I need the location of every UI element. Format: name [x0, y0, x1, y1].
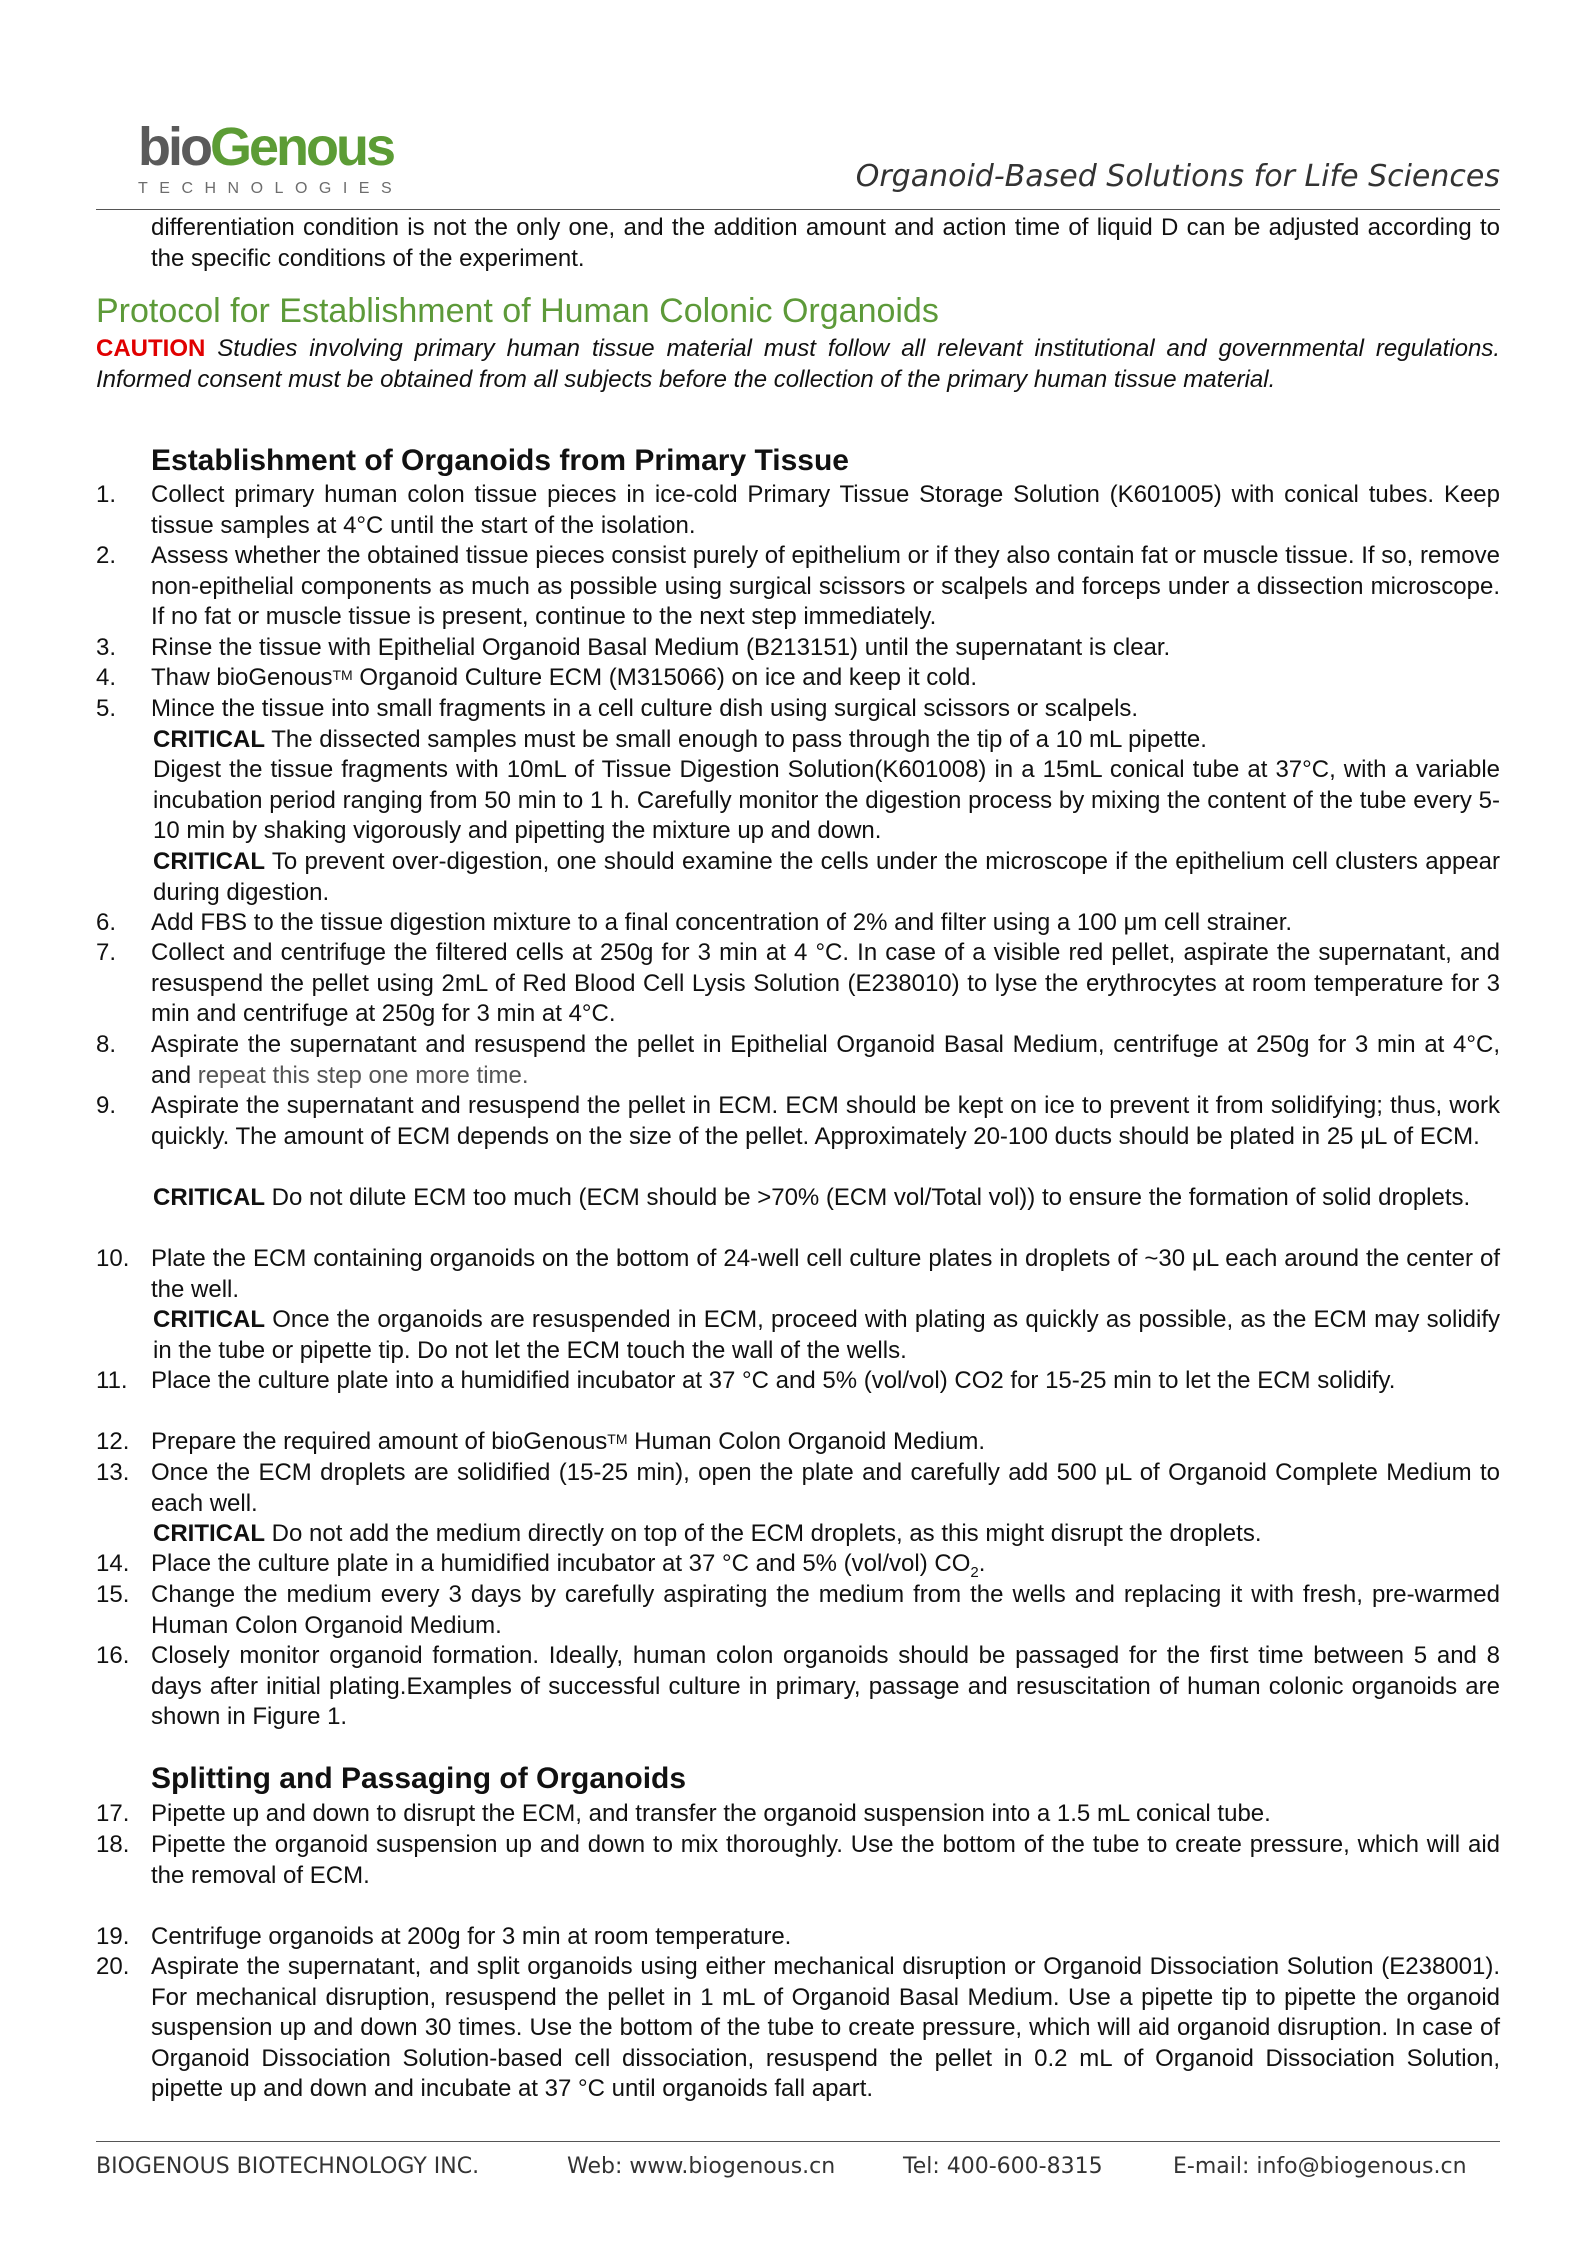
step-5: [96, 694, 1500, 725]
logo-genous-text: Genous: [209, 117, 394, 177]
step-text: Aspirate the supernatant and resuspend the pellet in ECM. ECM should be kept on ice to prevent it from solidifying; thus, work quickly. The amount of ECM depends on the size of the pellet. Approximately 20-100 ducts should be plated in 25 μL of ECM.: [151, 1092, 1500, 1150]
step-4: [96, 663, 1500, 694]
logo-bio-text: bio: [138, 117, 210, 177]
header-tagline: Organoid-Based Solutions for Life Sciences: [855, 159, 1500, 194]
step-number: 19.: [96, 1923, 130, 1950]
trademark-superscript: TM: [607, 1431, 628, 1447]
step-10: [96, 1244, 1500, 1305]
step-number: 16.: [96, 1642, 130, 1669]
step-2: [96, 541, 1500, 633]
step-number: 17.: [96, 1800, 130, 1827]
step-number: 9.: [96, 1092, 117, 1119]
step-number: 20.: [96, 1953, 130, 1980]
step-number: 10.: [96, 1245, 130, 1272]
step-text: Rinse the tissue with Epithelial Organoid Basal Medium (B213151) until the supernatant is clear.: [151, 634, 1171, 661]
subscript-2: 2: [970, 1563, 979, 1581]
footer-tel: Tel: 400-600-8315: [903, 2154, 1103, 2179]
step-number: 3.: [96, 634, 117, 661]
critical-note-9: CRITICAL Do not dilute ECM too much (ECM should be >70% (ECM vol/Total vol)) to ensure the formation of solid droplets.: [153, 1184, 1471, 1211]
step-number: 6.: [96, 909, 117, 936]
step-number: 14.: [96, 1550, 130, 1577]
step-8: [96, 1030, 1500, 1091]
critical-note-5a: CRITICAL The dissected samples must be small enough to pass through the tip of a 10 mL pipette.: [153, 726, 1207, 753]
step-number: 12.: [96, 1428, 130, 1455]
step-number: 4.: [96, 664, 117, 691]
step-18: [96, 1830, 1500, 1891]
critical-note-5b: CRITICAL To prevent over-digestion, one should examine the cells under the microscope if the epithelium cell clusters appear during digestion.: [153, 848, 1500, 906]
step-number: 11.: [96, 1367, 128, 1394]
step-7: [96, 938, 1500, 1030]
step-text: Change the medium every 3 days by carefully aspirating the medium from the wells and replacing it with fresh, pre-warmed Human Colon Organoid Medium.: [151, 1581, 1500, 1639]
section-heading-establishment: Establishment of Organoids from Primary Tissue: [151, 444, 849, 477]
critical-label: CRITICAL: [153, 848, 265, 875]
step-text: Pipette up and down to disrupt the ECM, and transfer the organoid suspension into a 1.5 mL conical tube.: [151, 1800, 1271, 1827]
step-text: Place the culture plate in a humidified incubator at 37 °C and 5% (vol/vol) $CO_2$.: [151, 1550, 986, 1581]
step-20: [96, 1952, 1500, 2105]
step-19: [96, 1922, 1500, 1953]
step-text: Add FBS to the tissue digestion mixture to a final concentration of 2% and filter using a 100 μm cell strainer.: [151, 909, 1293, 936]
step-text: Place the culture plate into a humidified incubator at 37 °C and 5% (vol/vol) CO2 for 15-25 min to let the ECM solidify.: [151, 1367, 1396, 1394]
step-number: 5.: [96, 695, 117, 722]
step-16: [96, 1641, 1500, 1733]
step-text: Assess whether the obtained tissue pieces consist purely of epithelium or if they also contain fat or muscle tissue. If so, remove non-epithelial components as much as possible using surgical scissors or scalpels and forceps under a dissection microscope. If no fat or muscle tissue is present, continue to the next step immediately.: [151, 542, 1500, 630]
step-number: 8.: [96, 1031, 117, 1058]
digest-paragraph: Digest the tissue fragments with 10mL of Tissue Digestion Solution(K601008) in a 15mL conical tube at 37°C, with a variable incubation period ranging from 50 min to 1 h. Carefully monitor the digestion process by mixing the content of the tube every 5-10 min by shaking vigorously and pipetting the mixture up and down.: [153, 756, 1500, 844]
footer-rule: [96, 2141, 1500, 2142]
footer-email: E-mail: info@biogenous.cn: [1173, 2154, 1467, 2179]
step-text: Centrifuge organoids at 200g for 3 min at room temperature.: [151, 1923, 792, 1950]
critical-note-10: CRITICAL Once the organoids are resuspended in ECM, proceed with plating as quickly as possible, as the ECM may solidify in the tube or pipette tip. Do not let the ECM touch the wall of the wells.: [153, 1306, 1500, 1364]
step-number: 15.: [96, 1581, 130, 1608]
step-13: [96, 1458, 1500, 1519]
step-text: Collect and centrifuge the filtered cells at 250g for 3 min at 4 °C. In case of a visible red pellet, aspirate the supernatant, and resuspend the pellet using 2mL of Red Blood Cell Lysis Solution (E238010) to lyse the erythrocytes at room temperature for 3 min and centrifuge at 250g for 3 min at 4°C.: [151, 939, 1500, 1027]
step-1: [96, 480, 1500, 541]
step-text: Plate the ECM containing organoids on the bottom of 24-well cell culture plates in droplets of ~30 μL each around the center of the well.: [151, 1245, 1500, 1303]
step-text: Collect primary human colon tissue pieces in ice-cold Primary Tissue Storage Solution (K601005) with conical tubes. Keep tissue samples at 4°C until the start of the isolation.: [151, 481, 1500, 539]
step-text: Once the ECM droplets are solidified (15-25 min), open the plate and carefully add 500 μL of Organoid Complete Medium to each well.: [151, 1459, 1500, 1517]
footer-company: BIOGENOUS BIOTECHNOLOGY INC.: [96, 2154, 480, 2179]
step-11: [96, 1366, 1500, 1397]
company-logo: [138, 117, 438, 200]
intro-paragraph: differentiation condition is not the only one, and the addition amount and action time of liquid D can be adjusted according to the specific conditions of the experiment.: [151, 214, 1500, 272]
step-9: [96, 1091, 1500, 1152]
critical-label: CRITICAL: [153, 1520, 265, 1547]
critical-label: CRITICAL: [153, 1306, 265, 1333]
step-text: Prepare the required amount of bioGenous™ Human Colon Organoid Medium.: [151, 1428, 986, 1455]
section-heading-splitting: Splitting and Passaging of Organoids: [151, 1762, 687, 1795]
step-15: [96, 1580, 1500, 1641]
caution-label: CAUTION: [96, 335, 206, 362]
caution-paragraph: [96, 334, 1500, 395]
step-number: 2.: [96, 542, 117, 569]
step-3: [96, 633, 1500, 664]
step-number: 7.: [96, 939, 117, 966]
trademark-superscript: TM: [332, 667, 353, 683]
step-text: Closely monitor organoid formation. Ideally, human colon organoids should be passaged for the first time between 5 and 8 days after initial plating.Examples of successful culture in primary, passage and resuscitation of human colonic organoids are shown in Figure 1.: [151, 1642, 1500, 1730]
step-6: [96, 908, 1500, 939]
step-text: Pipette the organoid suspension up and down to mix thoroughly. Use the bottom of the tube to create pressure, which will aid the removal of ECM.: [151, 1831, 1500, 1889]
step-text: Mince the tissue into small fragments in a cell culture dish using surgical scissors or scalpels.: [151, 695, 1139, 722]
step-number: 18.: [96, 1831, 130, 1858]
caution-text: Studies involving primary human tissue material must follow all relevant institutional and governmental regulations. Informed consent must be obtained from all subjects before the collection of the primary human tissue material.: [96, 335, 1500, 393]
step-text: Aspirate the supernatant and resuspend the pellet in Epithelial Organoid Basal Medium, centrifuge at 250g for 3 min at 4°C, and repeat this step one more time.: [151, 1031, 1500, 1089]
critical-label: CRITICAL: [153, 1184, 265, 1211]
step-12: [96, 1427, 1500, 1458]
step-17: [96, 1799, 1500, 1830]
logo-subtitle: TECHNOLOGIES: [138, 180, 404, 197]
step-number: 1.: [96, 481, 117, 508]
critical-note-13: CRITICAL Do not add the medium directly on top of the ECM droplets, as this might disrupt the droplets.: [153, 1520, 1262, 1547]
step-number: 13.: [96, 1459, 130, 1486]
step-text: Aspirate the supernatant, and split organoids using either mechanical disruption or Organoid Dissociation Solution (E238001). For mechanical disruption, resuspend the pellet in 1 mL of Organoid Basal Medium. Use a pipette tip to pipette the organoid suspension up and down 30 times. Use the bottom of the tube to create pressure, which will aid organoid disruption. In case of Organoid Dissociation Solution-based cell dissociation, resuspend the pellet in 0.2 mL of Organoid Dissociation Solution, pipette up and down and incubate at 37 °C until organoids fall apart.: [151, 1953, 1500, 2102]
critical-label: CRITICAL: [153, 726, 265, 753]
page-title: Protocol for Establishment of Human Colonic Organoids: [96, 292, 939, 330]
header-rule: [96, 209, 1500, 210]
step-text: Thaw bioGenous™ Organoid Culture ECM (M315066) on ice and keep it cold.: [151, 664, 977, 691]
footer-web: Web: www.biogenous.cn: [567, 2154, 836, 2179]
